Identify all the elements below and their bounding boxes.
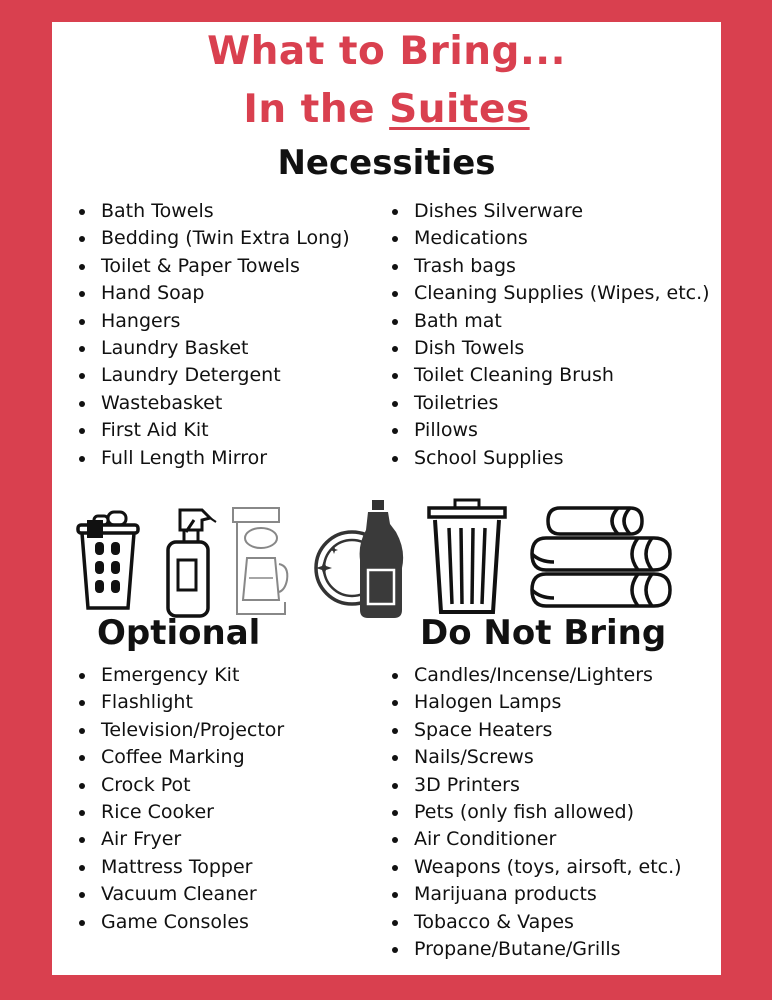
list-item: • 3D Printers xyxy=(410,772,682,799)
coffee-maker-icon xyxy=(233,508,287,614)
list-item: • Laundry Basket xyxy=(97,335,350,362)
list-item: • Tobacco & Vapes xyxy=(410,909,682,936)
list-item: • Air Conditioner xyxy=(410,826,682,853)
list-item: • Hangers xyxy=(97,308,350,335)
list-item: • Trash bags xyxy=(410,253,710,280)
page-subtitle xyxy=(52,87,721,133)
list-item: • Toilet Cleaning Brush xyxy=(410,362,710,389)
necessities-heading: Necessities xyxy=(277,143,496,183)
list-item: • Cleaning Supplies (Wipes, etc.) xyxy=(410,280,710,307)
list-item: • Game Consoles xyxy=(97,909,284,936)
optional-heading: Optional xyxy=(97,613,261,653)
list-item: • Dishes Silverware xyxy=(410,198,710,225)
list-item: • Full Length Mirror xyxy=(97,445,350,472)
do-not-bring-heading: Do Not Bring xyxy=(420,613,667,653)
list-item: • Coffee Marking xyxy=(97,744,284,771)
subtitle-emphasis: Suites xyxy=(389,87,530,132)
list-item: • Candles/Incense/Lighters xyxy=(410,662,682,689)
list-item: • Television/Projector xyxy=(97,717,284,744)
list-item: • Bath mat xyxy=(410,308,710,335)
list-item: • Pets (only fish allowed) xyxy=(410,799,682,826)
list-item: • Vacuum Cleaner xyxy=(97,881,284,908)
list-item: • Toiletries xyxy=(410,390,710,417)
list-item: • First Aid Kit xyxy=(97,417,350,444)
list-item: • Dish Towels xyxy=(410,335,710,362)
list-item: • Medications xyxy=(410,225,710,252)
list-item: • Bedding (Twin Extra Long) xyxy=(97,225,350,252)
checklist-card xyxy=(52,22,721,975)
subtitle-prefix: In the xyxy=(243,87,390,132)
list-item: • Propane/Butane/Grills xyxy=(410,936,682,963)
optional-list xyxy=(77,662,284,936)
list-item: • Air Fryer xyxy=(97,826,284,853)
list-item: • Weapons (toys, airsoft, etc.) xyxy=(410,854,682,881)
do-not-bring-list xyxy=(390,662,682,963)
list-item: • Nails/Screws xyxy=(410,744,682,771)
list-item: • Toilet & Paper Towels xyxy=(97,253,350,280)
list-item: • School Supplies xyxy=(410,445,710,472)
list-item: • Emergency Kit xyxy=(97,662,284,689)
list-item: • Space Heaters xyxy=(410,717,682,744)
list-item: • Hand Soap xyxy=(97,280,350,307)
list-item: • Pillows xyxy=(410,417,710,444)
list-item: • Mattress Topper xyxy=(97,854,284,881)
folded-towels-icon xyxy=(532,508,670,606)
necessities-list-right xyxy=(390,198,710,472)
list-item: • Rice Cooker xyxy=(97,799,284,826)
list-item: • Marijuana products xyxy=(410,881,682,908)
spray-bottle-icon xyxy=(168,510,216,616)
laundry-basket-icon xyxy=(78,512,138,608)
list-item: • Halogen Lamps xyxy=(410,689,682,716)
page-title: What to Bring... xyxy=(207,29,566,74)
dish-soap-icon xyxy=(316,500,403,618)
list-item: • Flashlight xyxy=(97,689,284,716)
list-item: • Wastebasket xyxy=(97,390,350,417)
list-item: • Crock Pot xyxy=(97,772,284,799)
list-item: • Laundry Detergent xyxy=(97,362,350,389)
necessities-list-left xyxy=(77,198,350,472)
list-item: • Bath Towels xyxy=(97,198,350,225)
trash-can-icon xyxy=(429,500,505,612)
